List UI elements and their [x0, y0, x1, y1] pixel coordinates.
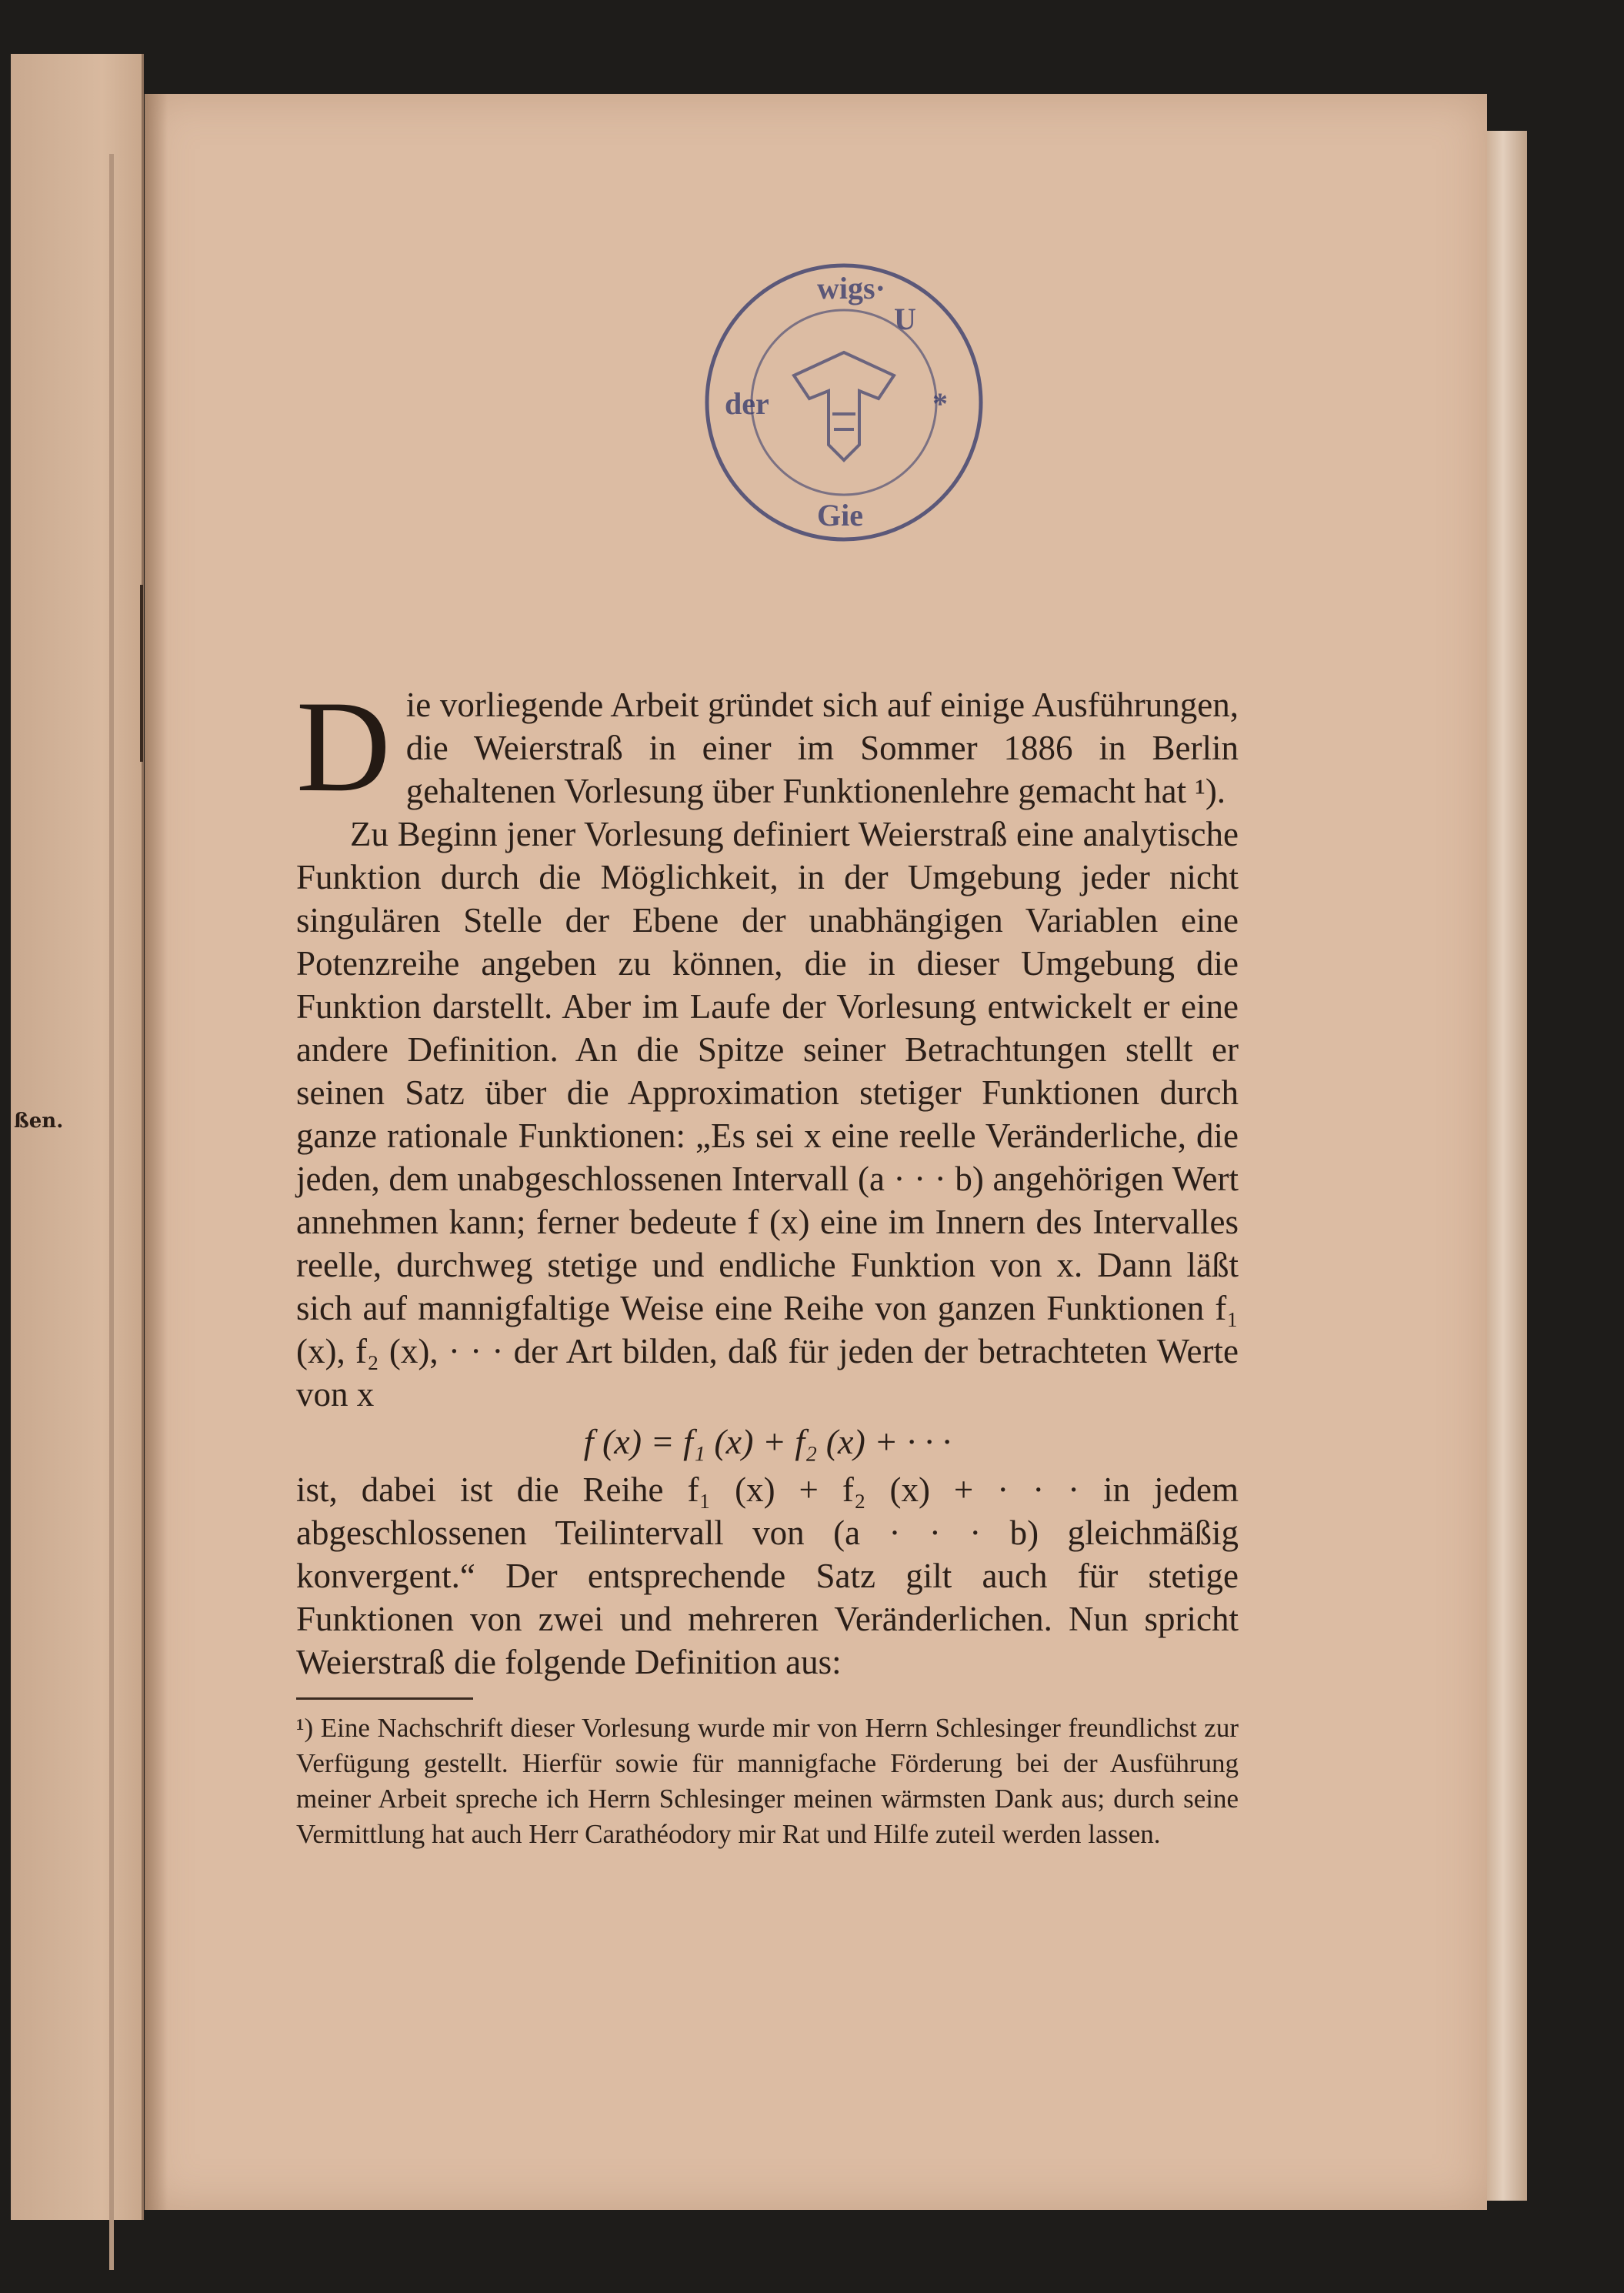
svg-text:*: * [932, 386, 948, 421]
page-stack-edge [1487, 131, 1527, 2201]
page-binding-mark [140, 585, 143, 762]
library-stamp-icon [702, 260, 986, 545]
series-formula: f (x) = f₁ (x) + f₂ (x) + · · · [583, 1422, 952, 1461]
continuation-paragraph: ist, dabei ist die Reihe f₁ (x) + f₂ (x) + · · · in jedem abgeschlossenen Teilintervall von (a · · · b) gleichmäßig konvergent.“ Der entsprechende Satz gilt auch für stetige Funktionen von zwei und mehreren Veränderlichen. Nun spricht Weierstraß die folgende Definition aus: [296, 1470, 1239, 1681]
page-body [296, 674, 1239, 1852]
intro-paragraph [296, 674, 1239, 819]
drop-cap: D [296, 674, 391, 819]
svg-text:U: U [894, 302, 916, 336]
svg-text:Gie: Gie [817, 498, 863, 532]
page-gutter-shadow [145, 94, 168, 2210]
previous-page-text-fragment: ßen. [14, 1110, 64, 1133]
footnote-marker: ¹) [296, 1713, 314, 1743]
footnote-text: Eine Nachschrift dieser Vorlesung wurde mir von Herrn Schlesinger freundlichst zur Verfügung gestellt. Hierfür sowie für mannigfache Förderung bei der Ausführung meiner Arbeit spreche ich Herrn Schlesinger meinen wärmsten Dank aus; durch seine Vermittlung hat auch Herr Carathéodory mir Rat und Hilfe zuteil werden lassen. [296, 1713, 1239, 1849]
footnote [296, 1711, 1239, 1852]
intro-paragraph-text: ie vorliegende Arbeit gründet sich auf einige Ausführungen, die Weierstraß in einer im Sommer 1886 in Berlin gehaltenen Vorlesung über Funktionenlehre gemacht hat ¹). [405, 686, 1239, 810]
page-fold-shadow [109, 154, 114, 2270]
svg-text:wigs·: wigs· [817, 271, 885, 305]
main-paragraph: Zu Beginn jener Vorlesung definiert Weierstraß eine analytische Funktion durch die Möglichkeit, in der Umgebung jeder nicht singulären Stelle der Ebene der unabhängigen Variablen eine Potenzreihe angeben zu können, die in dieser Umgebung die Funktion darstellt. Aber im Laufe der Vorlesung entwickelt er eine andere Definition. An die Spitze seiner Betrachtungen stellt er seinen Satz über die Approximation stetiger Funktionen durch ganze rationale Funktionen: „Es sei x eine reelle Veränderliche, die jeden, dem unabgeschlossenen Intervall (a · · · b) angehörigen Wert annehmen kann; ferner bedeute f (x) eine im Innern des Intervalles reelle, durchweg stetige und endliche Funktion von x. Dann läßt sich auf mannigfaltige Weise eine Reihe von ganzen Funktionen f₁ (x), f₂ (x), · · · der Art bilden, daß für jeden der betrachteten Werte von x [296, 815, 1239, 1414]
svg-text:der: der [725, 386, 769, 421]
library-stamp [702, 260, 986, 545]
footnote-rule [296, 1697, 473, 1700]
previous-page-edge [11, 54, 144, 2220]
